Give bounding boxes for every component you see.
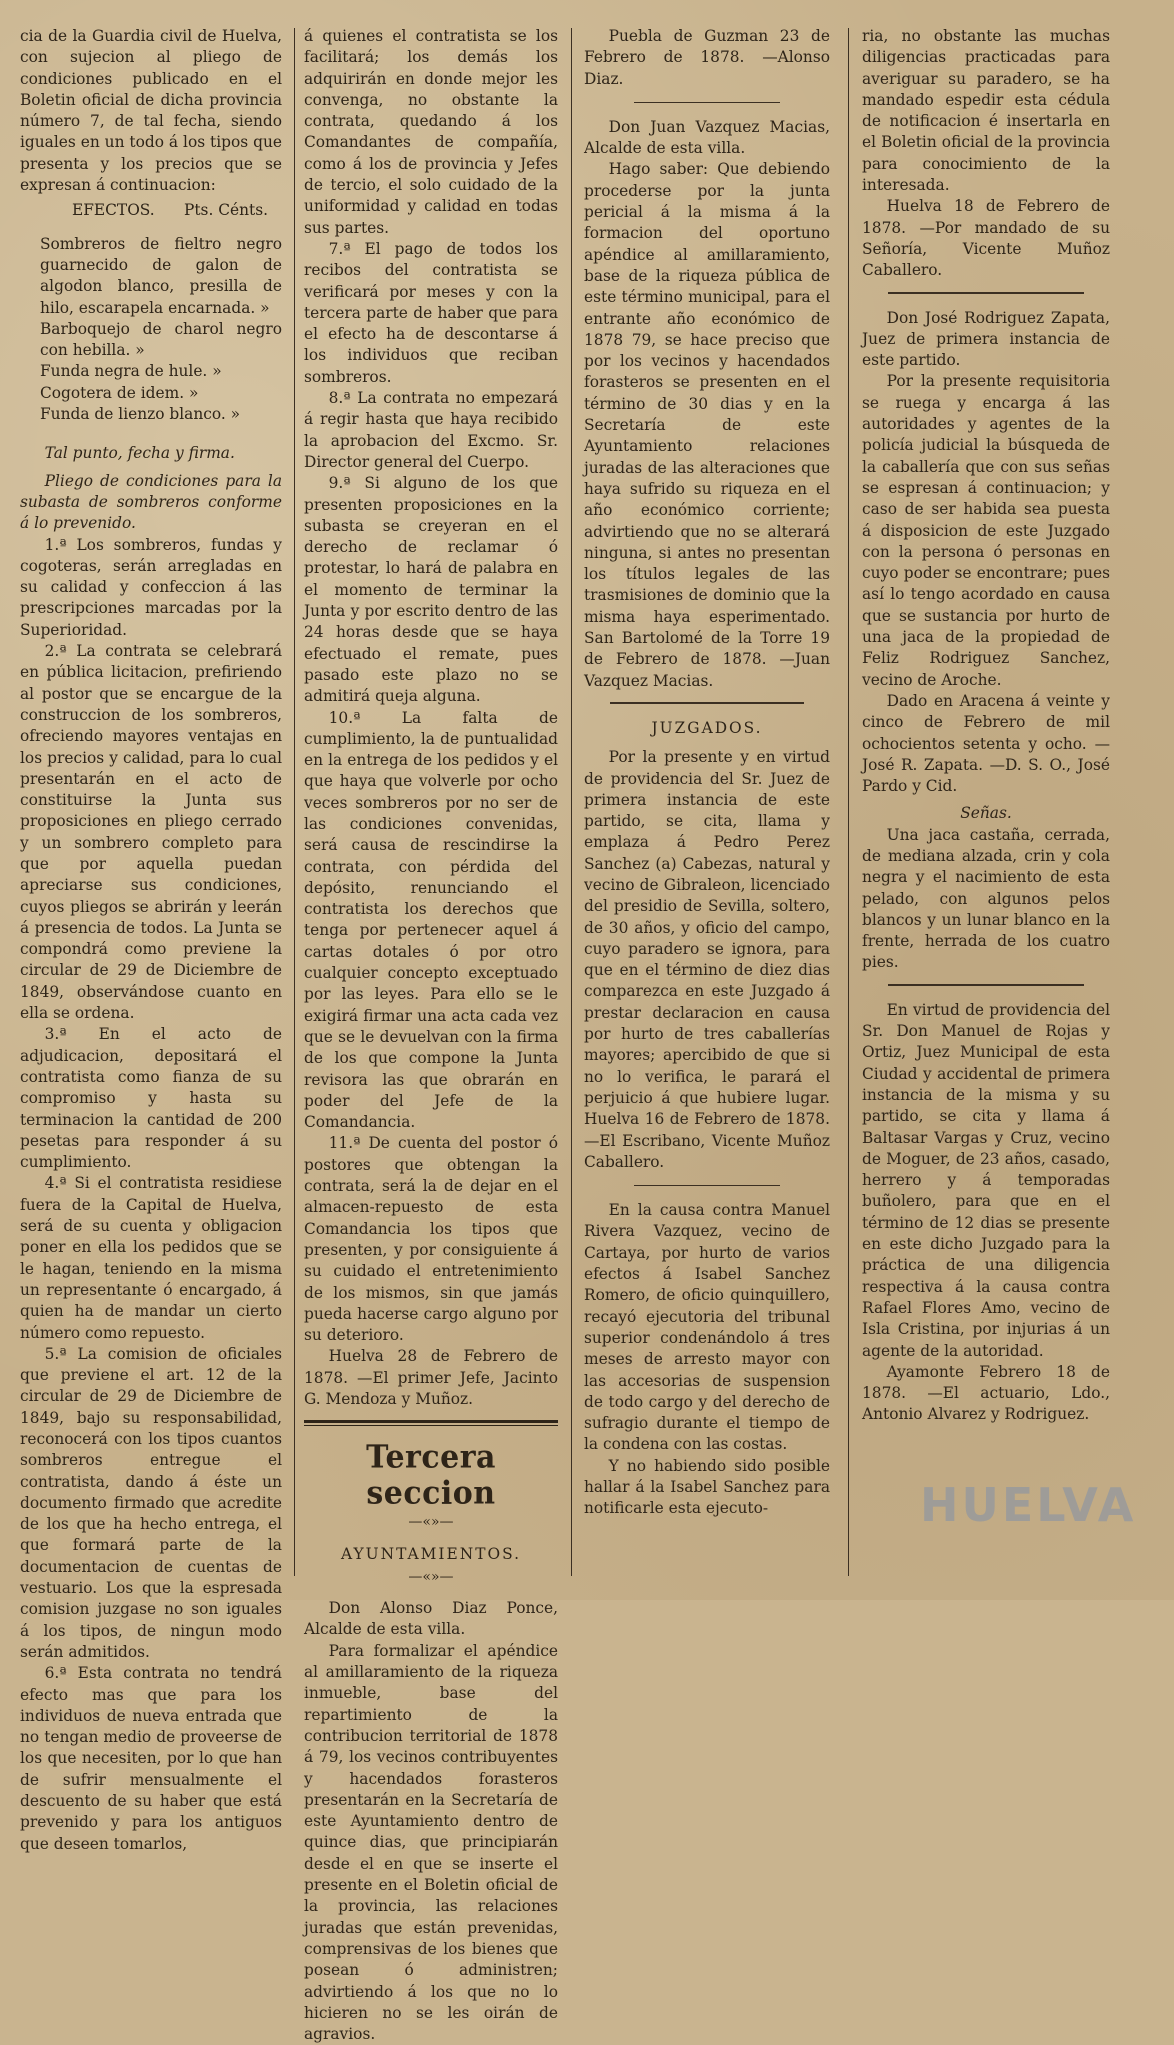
condition-9: 9.ª Si alguno de los que presenten proposiciones en la subasta se creyeran en el derecho de reclamar ó protestar, lo hará de palabra en el momento de terminar la Junta y por escrito dentro de las 24 horas desde que se haya efectuado el remate, pues pasado este plazo no se admitirá queja alguna.: [304, 474, 558, 706]
column-4: [862, 26, 1137, 1590]
price-row: Cogotera de idem. »: [40, 383, 199, 402]
pliego-title: Pliego de condiciones para la subasta de sombreros conforme á lo prevenido.: [20, 471, 282, 533]
divider: [634, 102, 780, 103]
divider: [610, 702, 804, 704]
divider: [888, 984, 1084, 986]
notice-continuation: ria, no obstante las muchas diligencias practicadas para averiguar su paradero, se ha mandado espedir esta cédula de notificacion é insertarla en el Boletin oficial de la provincia para conocimiento de la interesada.: [862, 27, 1110, 195]
column-2: [304, 26, 558, 2044]
ayuntamientos-title: AYUNTAMIENTOS.: [341, 1544, 521, 1563]
condition-8: 8.ª La contrata no empezará á regir hasta que haya recibido la aprobacion del Excmo. Sr. Director general del Cuerpo.: [304, 389, 558, 471]
column-1: [20, 26, 282, 1853]
signature: Huelva 28 de Febrero de 1878. —El primer Jefe, Jacinto G. Mendoza y Muñoz.: [304, 1347, 558, 1408]
zapata-date: Dado en Aracena á veinte y cinco de Febrero de mil ochocientos setenta y ocho. —José R. Zapata. —D. S. O., José Pardo y Cid.: [862, 691, 1110, 796]
intro-paragraph: cia de la Guardia civil de Huelva, con sujecion al pliego de condiciones publicado en el Boletin oficial de dicha provincia número 7, de tal fecha, siendo iguales en un todo á los tipos que presenta y los precios que se expresan á continuacion:: [20, 27, 282, 195]
vazquez-heading: Don Juan Vazquez Macias, Alcalde de esta villa.: [584, 117, 830, 158]
zapata-paragraph: Por la presente requisitoria se ruega y encarga á las autoridades y agentes de la policía judicial la búsqueda de la caballería que con sus señas se espresan á continuacion; y caso de ser habida sea puesta á disposicion de este Juzgado con la persona ó personas en cuyo poder se encontrare; pues así lo tengo acordado en causa que se sustancia por hurto de una jaca de la propiedad de Feliz Rodriguez Sanchez, vecino de Aroche.: [862, 372, 1110, 689]
puebla-signature: Puebla de Guzman 23 de Febrero de 1878. —Alonso Diaz.: [584, 27, 830, 88]
ornament: —«»—: [408, 1514, 454, 1531]
divider: [888, 292, 1084, 294]
senas-title: Señas.: [960, 804, 1012, 823]
juzgados-title: JUZGADOS.: [651, 718, 763, 737]
notice-signature: Huelva 18 de Febrero de 1878. —Por mandado de su Señoría, Vicente Muñoz Caballero.: [862, 197, 1110, 280]
column-rule: [848, 28, 849, 1576]
juzgado-paragraph-2b: Y no habiendo sido posible hallar á la Isabel Sanchez para notificarle esta ejecuto-: [584, 1456, 830, 1518]
condition-1: 1.ª Los sombreros, fundas y cogoteras, serán arregladas en su calidad y confeccion á las prescripciones marcadas por la Superioridad.: [20, 535, 282, 639]
condition-5: 5.ª La comision de oficiales que previene el art. 12 de la circular de 29 de Diciembre de 1849, bajo su responsabilidad, reconocerá con los tipos cuantos sombreros entregue el contratista, dando á éste un documento firmado que acredite de los que ha hecho entrega, el que formará parte de la documentacion de cuentas de vestuario. Los que la espresada comision juzgase no son iguales á los tipos, de ningun modo serán admitidos.: [20, 1344, 282, 1661]
section-title: Tercera seccion: [366, 1439, 496, 1512]
zapata-heading: Don José Rodriguez Zapata, Juez de primera instancia de este partido.: [862, 308, 1110, 370]
condition-6: 6.ª Esta contrata no tendrá efecto mas que para los individuos de nueva entrada que no tengan medio de proveerse de los que necesiten, por lo que han de sufrir mensualmente el descuento de su haber que está prevenido y para los antiguos que deseen tomarlos,: [20, 1664, 282, 1853]
column-3: [584, 26, 830, 1590]
price-row: Barboquejo de charol negro con hebilla. »: [40, 319, 282, 360]
condition-6-cont: á quienes el contratista se los facilitará; los demás los adquirirán en donde mejor les convenga, no obstante la contrata, quedando á los Comandantes de compañía, como á los de provincia y Jefes de tercio, el solo cuidado de la uniformidad y calidad en todas sus partes.: [304, 27, 558, 237]
condition-4: 4.ª Si el contratista residiese fuera de la Capital de Huelva, será de su cuenta y obligacion poner en ella los pedidos que se le hagan, teniendo en la misma un representante ó encargado, á quien ha de mandar un cierto número como repuesto.: [20, 1174, 282, 1342]
juzgado-paragraph-2: En la causa contra Manuel Rivera Vazquez, vecino de Cartaya, por hurto de varios efectos á Isabel Sanchez Romero, de oficio quinquillero, recayó ejecutoria del tribunal superior condenándolo á tres meses de arresto mayor con las accesorias de suspension de todo cargo y del derecho de sufragio durante el tiempo de la condena con las costas.: [584, 1201, 830, 1454]
condition-3: 3.ª En el acto de adjudicacion, depositará el contratista como fianza de su compromiso y hasta su terminacion la cantidad de 200 pesetas para responder á su cumplimiento.: [20, 1025, 282, 1172]
efectos-heading: EFECTOS.: [72, 201, 155, 220]
price-table-header: [20, 196, 282, 233]
divider: [634, 1185, 780, 1186]
condition-7: 7.ª El pago de todos los recibos del contratista se verificará por meses y con la tercera parte de haber que para el efecto ha de descontarse á los individuos que reciban sombreros.: [304, 239, 558, 386]
condition-11: 11.ª De cuenta del postor ó postores que obtengan la contrata, será la de dejar en el almacen-repuesto de esta Comandancia los tipos que presenten, y por consiguiente á su cuidado el entretenimiento de los mismos, sin que jamás pueda hacerse cargo alguno por su deterioro.: [304, 1134, 558, 1345]
price-table: [20, 234, 282, 426]
price-row: Funda de lienzo blanco. »: [40, 405, 241, 424]
condition-2: 2.ª La contrata se celebrará en pública licitacion, prefiriendo al postor que se encargue de la construccion de los sombreros, ofreciendo mayores ventajas en los precios y calidad, para lo cual presentarán en el acto de constituirse la Junta sus proposiciones en pliego cerrado y un sombrero completo para que por aquella puedan apreciarse sus condiciones, cuyos pliegos se abrirán y leerán á presencia de todos. La Junta se compondrá como previene la circular de 29 de Diciembre de 1849, observándose cuanto en ella se ordena.: [20, 642, 282, 1023]
price-row: Funda negra de hule. »: [40, 362, 222, 381]
precio-heading: Pts. Cénts.: [184, 201, 268, 220]
condition-10: 10.ª La falta de cumplimiento, la de puntualidad en la entrega de los pedidos y el que haya que volverle por ocho veces sombreros por no ser de las condiciones convenidas, será causa de rescindirse la contrata, con pérdida del depósito, renunciando el contratista los derechos que tenga por pertenecer aquel á cartas dotales ó por otro cualquier concepto exceptuado por las leyes. Para ello se le exigirá firmar una acta cada vez que se le devuelvan con la firma de los que compone la Junta revisora las que obrarán en poder del Jefe de la Comandancia.: [304, 708, 558, 1132]
ornament: —«»—: [408, 1568, 454, 1585]
ayunt-paragraph: Para formalizar el apéndice al amillaramiento de la riqueza inmueble, base del repartimiento de la contribucion territorial de 1878 á 79, los vecinos contribuyentes y hacendados forasteros presentarán en la Secretaría de este Ayuntamiento dentro de quince dias, que principiarán desde el en que se inserte el presente en el Boletin oficial de la provincia, las relaciones juradas que están prevenidas, comprensivas de los bienes que posean ó administren; advirtiendo á los que no lo hicieren no se les oirán de agravios.: [304, 1641, 558, 2044]
column-rule: [571, 28, 572, 1576]
juzgado-paragraph-1: Por la presente y en virtud de providencia del Sr. Juez de primera instancia de este partido, se cita, llama y emplaza á Pedro Perez Sanchez (a) Cabezas, natural y vecino de Gibraleon, licenciado del presidio de Sevilla, soltero, de 30 años, y oficio del campo, cuyo paradero se ignora, para que en el término de diez dias comparezca en este Juzgado á prestar declaracion en causa por hurto de tres caballerías mayores; apercibido de que si no lo verifica, le parará el perjuicio á que hubiere lugar. Huelva 16 de Febrero de 1878. —El Escribano, Vicente Muñoz Caballero.: [584, 748, 830, 1171]
rojas-signature: Ayamonte Febrero 18 de 1878. —El actuario, Ldo., Antonio Alvarez y Rodriguez.: [862, 1362, 1110, 1424]
column-rule: [294, 28, 295, 1576]
rojas-paragraph: En virtud de providencia del Sr. Don Manuel de Rojas y Ortiz, Juez Municipal de esta Ciudad y accidental de primera instancia de la misma y su partido, se cita y llama á Baltasar Vargas y Cruz, vecino de Moguer, de 23 años, casado, herrero y á temporadas buñolero, para que en el término de 12 dias se presente en este dicho Juzgado para la práctica de una diligencia respectiva á la causa contra Rafael Flores Amo, vecino de Isla Cristina, por injurias á un agente de la autoridad.: [862, 1000, 1110, 1360]
section-divider: [304, 1420, 558, 1426]
ayunt-heading: Don Alonso Diaz Ponce, Alcalde de esta villa.: [304, 1599, 558, 1639]
senas-paragraph: Una jaca castaña, cerrada, de mediana alzada, crin y cola negra y el nacimiento de esta pelado, con algunos pelos blancos y un lunar blanco en la frente, herrada de los cuatro pies.: [862, 825, 1110, 972]
archive-watermark: HUELVA: [920, 1478, 1137, 1532]
price-row: Sombreros de fieltro negro guarnecido de galon de algodon blanco, presilla de hilo, escarapela encarnada. »: [40, 234, 282, 317]
vazquez-paragraph: Hago saber: Que debiendo procederse por la junta pericial á la misma á la formacion del oportuno apéndice al amillaramiento, base de la riqueza pública de este término municipal, para el entrante año económico de 1878 79, se hace preciso que por los vecinos y hacendados forasteros se presenten en el término de 30 dias y en la Secretaría de este Ayuntamiento relaciones juradas de las alteraciones que haya sufrido su riqueza en el año económico corriente; advirtiendo que no se alterará ninguna, si antes no presentan los títulos legales de las trasmisiones de dominio que la misma haya esperimentado. San Bartolomé de la Torre 19 de Febrero de 1878. —Juan Vazquez Macias.: [584, 160, 830, 690]
tal-punto-line: Tal punto, fecha y firma.: [44, 444, 235, 463]
